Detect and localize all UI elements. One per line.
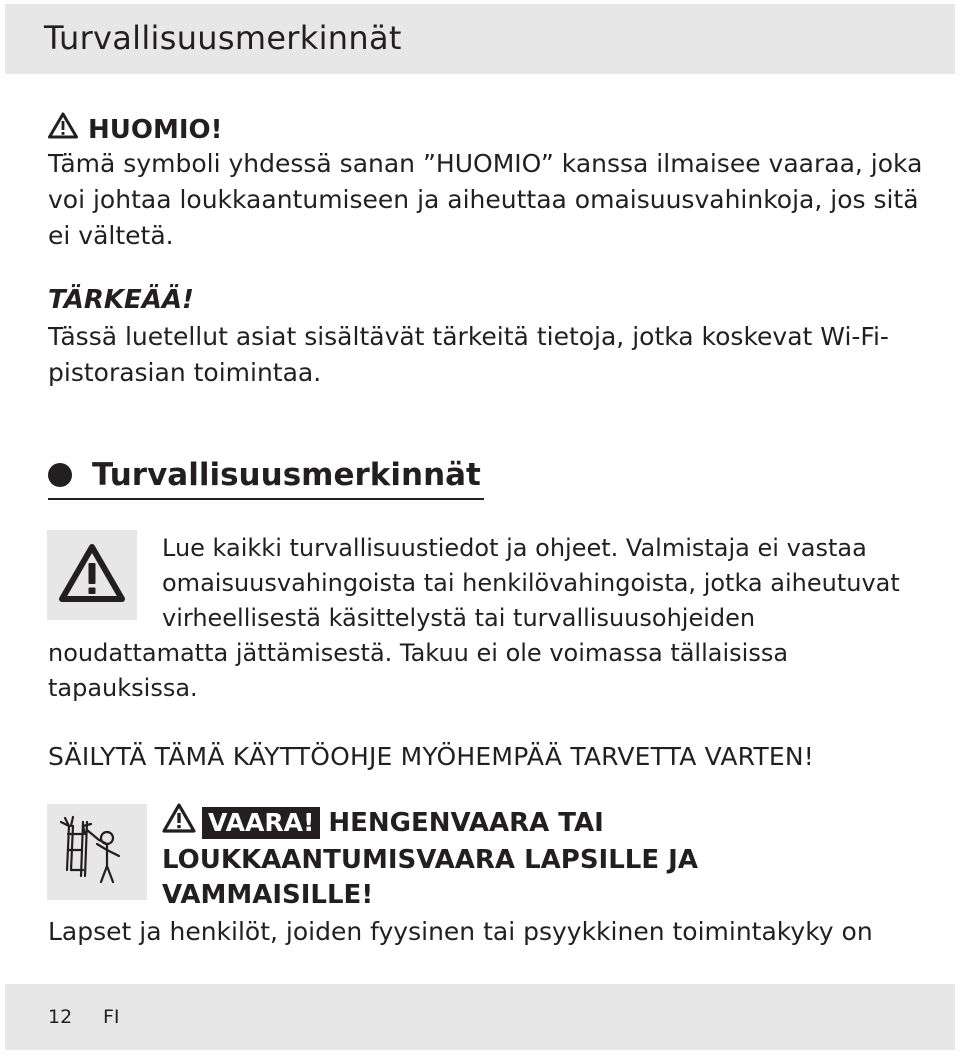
notice-heading — [48, 112, 222, 147]
page-title: Turvallisuusmerkinnät — [44, 19, 402, 57]
important-text: Tässä luetellut asiat sisältävät tärkeitä tietoja, jotka koskevat Wi-Fi-pistorasian toimintaa. — [48, 322, 889, 387]
notice-text: Tämä symboli yhdessä sanan ”HUOMIO” kanssa ilmaisee vaaraa, joka voi johtaa loukkaantumiseen ja aiheuttaa omaisuusvahinkoja, jos sitä ei vältetä. — [48, 149, 923, 250]
warning-triangle-icon — [48, 112, 88, 147]
bullet-dot-icon — [48, 463, 72, 487]
language-code: FI — [103, 1006, 120, 1028]
page-number: 12 — [48, 1006, 73, 1028]
body-paragraph: Lapset ja henkilöt, joiden fyysinen tai psyykkinen toimintakyky on — [48, 917, 873, 946]
keep-manual-notice: SÄILYTÄ TÄMÄ KÄYTTÖOHJE MYÖHEMPÄÄ TARVETTA VARTEN! — [48, 742, 815, 771]
section-title: Turvallisuusmerkinnät — [92, 457, 481, 493]
warning-triangle-icon — [162, 803, 196, 843]
section-heading — [48, 455, 481, 495]
child-safety-panel — [47, 804, 147, 900]
warning-triangle-icon — [58, 543, 126, 607]
section-underline — [48, 498, 484, 500]
footer-bar — [5, 984, 955, 1050]
safety-warning-text-2: noudattamatta jättämisestä. Takuu ei ole voimassa tällaisissa tapauksissa. — [48, 639, 789, 702]
notice-heading-label: HUOMIO! — [88, 114, 223, 145]
danger-heading — [162, 803, 862, 913]
danger-heading-line3: VAMMAISILLE! — [162, 880, 374, 910]
important-heading: TÄRKEÄÄ! — [48, 285, 194, 315]
danger-heading-line2: LOUKKAANTUMISVAARA LAPSILLE JA — [162, 845, 698, 875]
safety-warning-text-1: Lue kaikki turvallisuustiedot ja ohjeet. Valmistaja ei vastaa omaisuusvahingoista tai henkilövahingoista, jotka aiheutuvat virheellisestä käsittelystä tai turvallisuusohjeiden — [162, 534, 900, 632]
danger-heading-line1: HENGENVAARA TAI — [328, 807, 604, 838]
danger-badge: VAARA! — [202, 807, 320, 839]
warning-symbol-panel — [47, 530, 137, 620]
child-with-package-icon — [47, 804, 147, 900]
